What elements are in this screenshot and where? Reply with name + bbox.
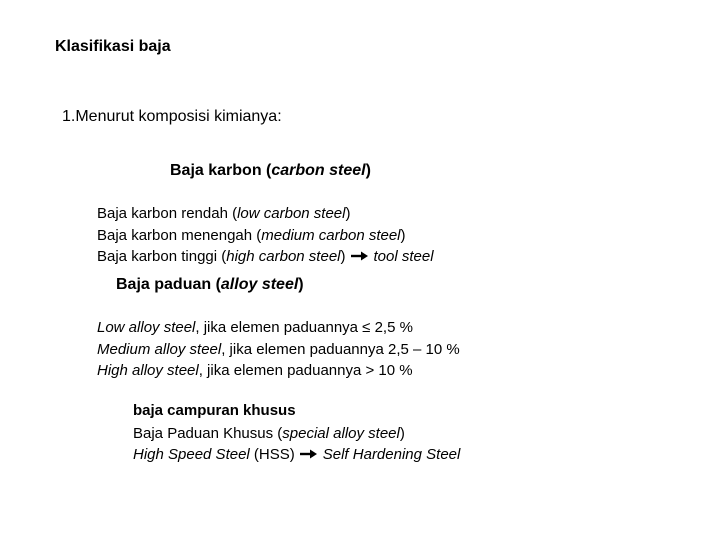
- slide-title: Klasifikasi baja: [55, 38, 171, 55]
- carbon-steel-heading: Baja karbon (carbon steel): [170, 162, 371, 179]
- carbon-item-medium: Baja karbon menengah (medium carbon steel): [97, 227, 406, 244]
- alloy-steel-heading: Baja paduan (alloy steel): [116, 276, 304, 293]
- hss-line: High Speed Steel (HSS) Self Hardening Steel: [133, 446, 461, 463]
- alloy-item-low: Low alloy steel, jika elemen paduannya ≤ 2,5 %: [97, 319, 413, 336]
- alloy-item-high: High alloy steel, jika elemen paduannya > 10 %: [97, 362, 413, 379]
- carbon-item-high: Baja karbon tinggi (high carbon steel) tool steel: [97, 248, 434, 265]
- right-arrow-icon: [350, 250, 370, 262]
- alloy-item-medium: Medium alloy steel, jika elemen paduannya 2,5 – 10 %: [97, 341, 460, 358]
- carbon-item-low: Baja karbon rendah (low carbon steel): [97, 205, 351, 222]
- section-subtitle: 1.Menurut komposisi kimianya:: [62, 108, 282, 125]
- special-alloy-heading: baja campuran khusus: [133, 402, 296, 419]
- special-alloy-line: Baja Paduan Khusus (special alloy steel): [133, 425, 405, 442]
- right-arrow-icon: [299, 448, 319, 460]
